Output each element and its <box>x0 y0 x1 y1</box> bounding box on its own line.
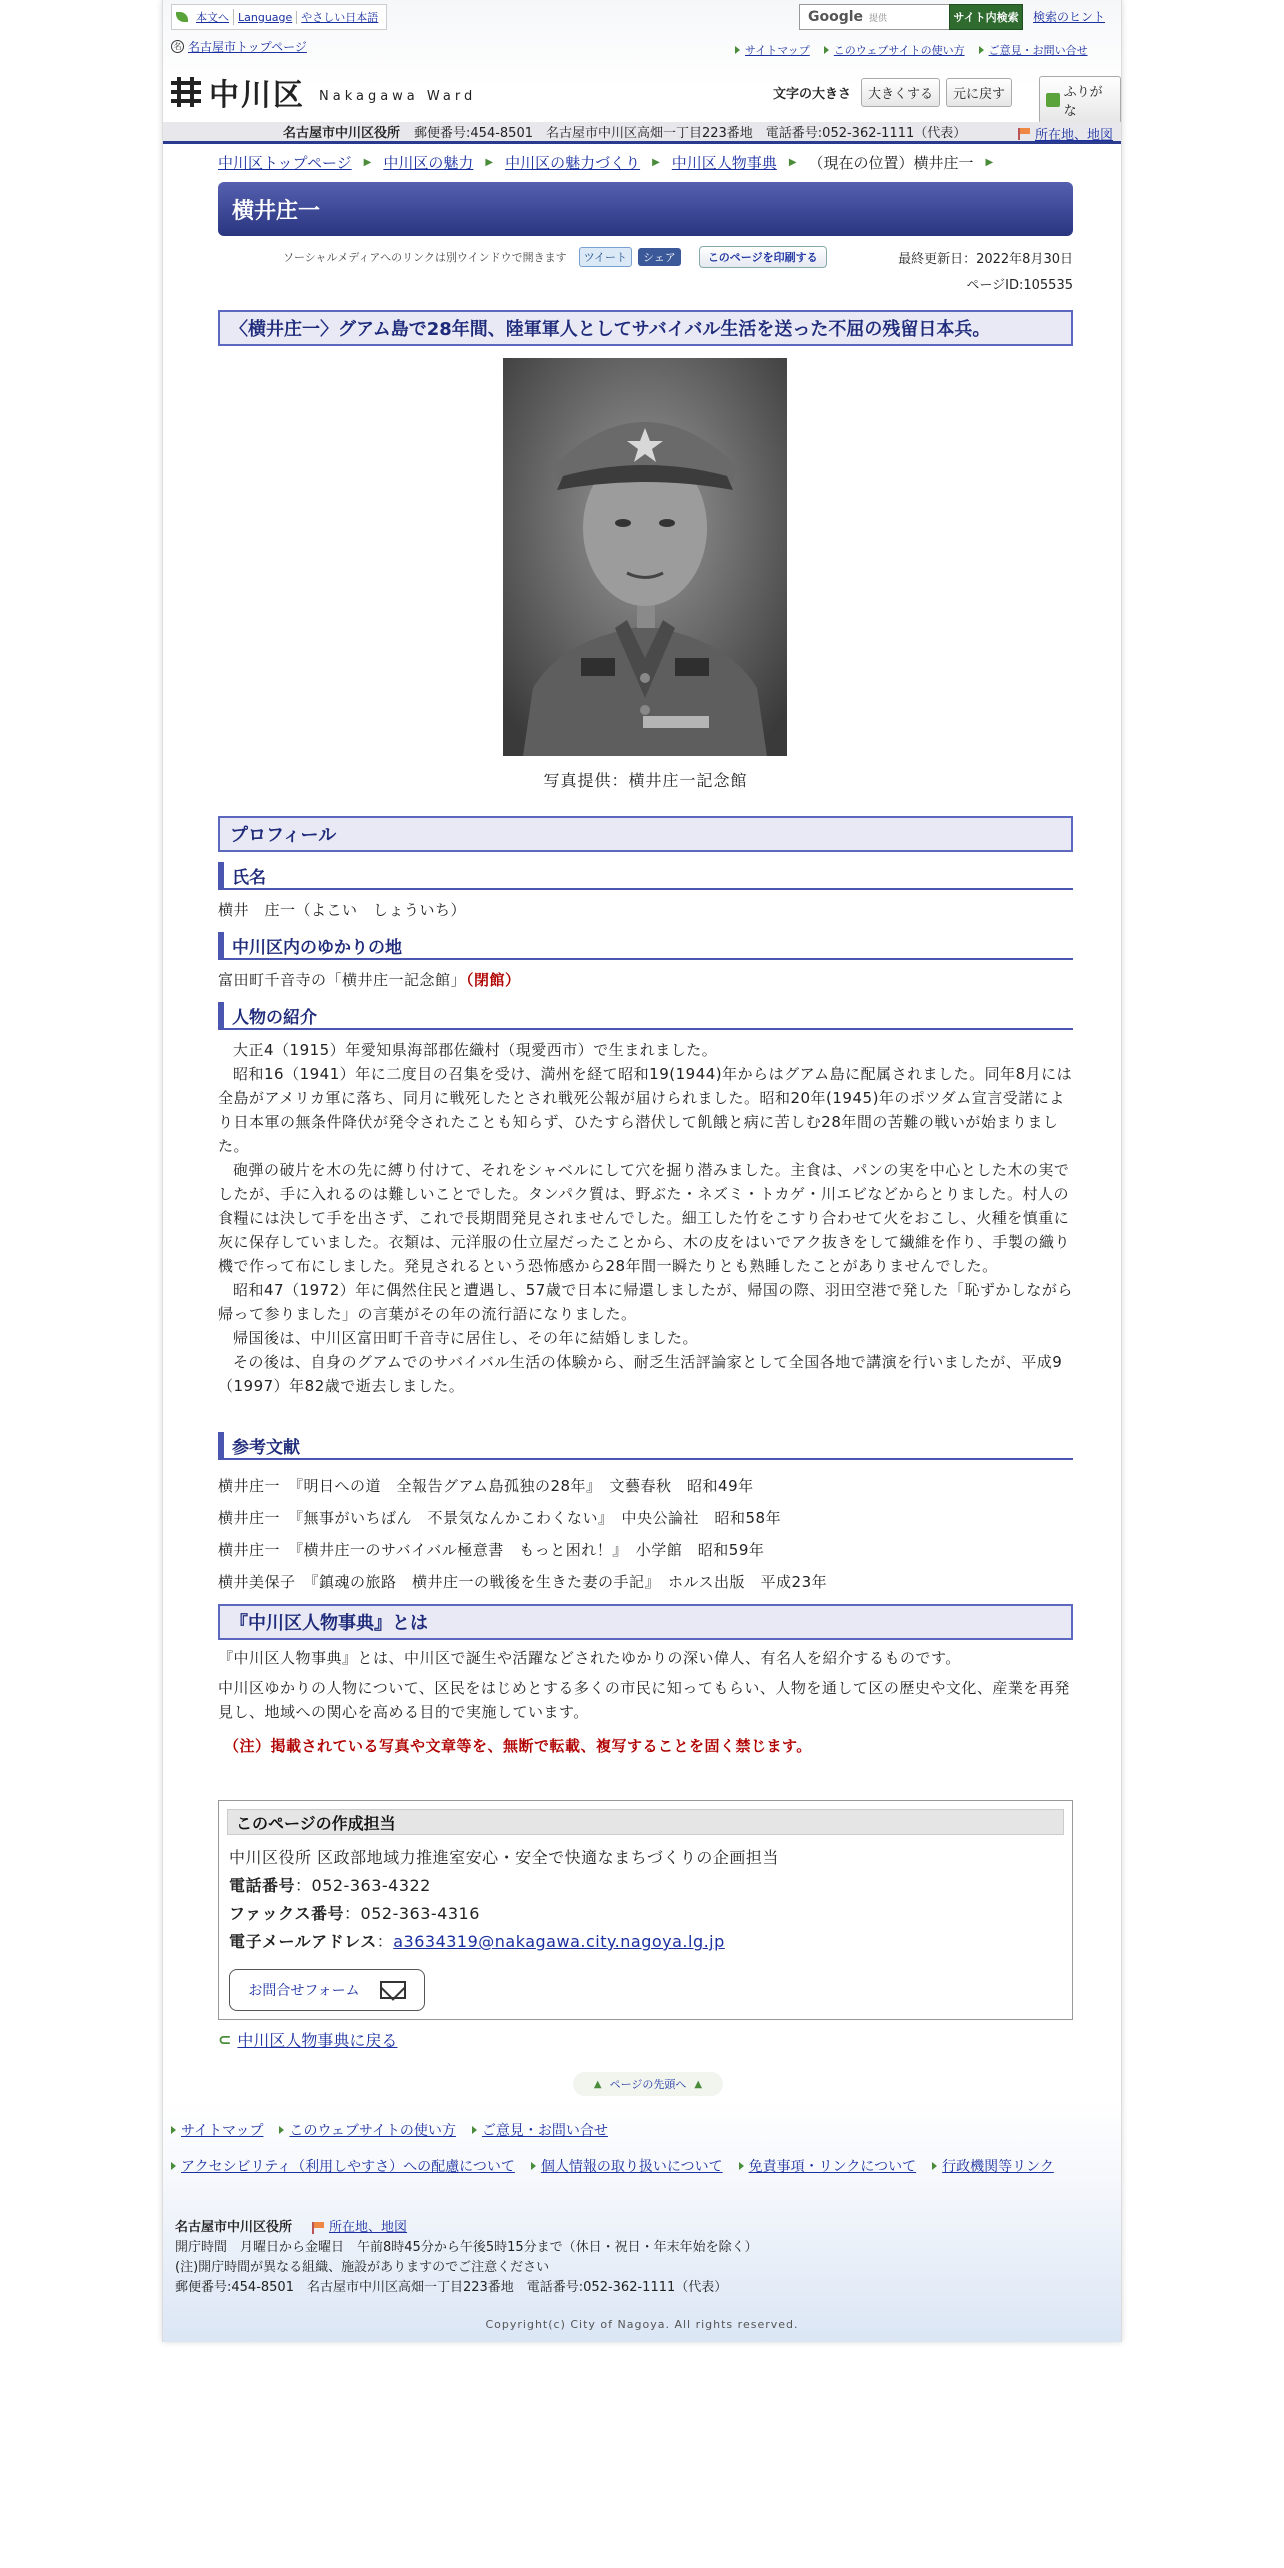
footer-link[interactable]: サイトマップ <box>171 2120 263 2140</box>
copyright-warning: （注）掲載されている写真や文章等を、無断で転載、複写することを固く禁じます。 <box>224 1737 812 1755</box>
logo-text-ja: 中川区 <box>209 78 305 113</box>
page-id: ページID:105535 <box>966 278 1073 293</box>
facebook-share-button[interactable]: シェア <box>638 248 681 266</box>
contact-email: 電子メールアドレス：a3634319@nakagawa.city.nagoya.lg.jp <box>229 1932 725 1951</box>
font-size-controls <box>773 78 1012 107</box>
map-link[interactable]: 所在地、地図 <box>1018 124 1113 143</box>
footer-link[interactable]: このウェブサイトの使い方 <box>279 2120 455 2140</box>
double-up-icon: ▲ <box>593 2078 602 2090</box>
site-search <box>799 4 1023 30</box>
breadcrumb-separator-icon: ▶ <box>652 157 660 168</box>
mail-icon <box>380 1981 406 1999</box>
page-container <box>162 0 1122 2342</box>
search-button[interactable]: サイト内検索 <box>949 4 1023 30</box>
breadcrumb-item[interactable]: 中川区の魅力づくり <box>505 154 641 172</box>
office-address: 郵便番号:454-8501 名古屋市中川区高畑一丁目223番地 電話番号:052-362-1111（代表） <box>414 126 967 141</box>
double-up-icon: ▲ <box>694 2078 703 2090</box>
footer-link[interactable]: 免責事項・リンクについて <box>739 2156 916 2176</box>
office-hours: 開庁時間 月曜日から金曜日 午前8時45分から午後5時15分まで（休日・祝日・年末年始を除く） <box>175 2240 758 2255</box>
office-address-bar <box>163 122 1121 144</box>
skip-to-content-link[interactable]: 本文へ <box>192 9 234 25</box>
intro-heading: 人物の紹介 <box>218 1002 1073 1030</box>
related-place: 富田町千音寺の「横井庄一記念館」（閉館） <box>218 971 521 989</box>
closed-status: （閉館） <box>466 971 521 989</box>
home-icon: 名 <box>171 40 184 53</box>
footer-link[interactable]: ご意見・お問い合せ <box>472 2120 608 2140</box>
language-link[interactable]: Language <box>234 11 297 24</box>
font-size-label: 文字の大きさ <box>773 87 852 102</box>
logo-text-en: Nakagawa Ward <box>319 88 477 104</box>
arrow-right-icon <box>932 2162 937 2170</box>
footer-office-name: 名古屋市中川区役所 <box>175 2220 293 2235</box>
references-list <box>218 1470 1073 1598</box>
ward-emblem-icon <box>171 77 201 107</box>
references-heading: 参考文献 <box>218 1432 1073 1460</box>
contact-box <box>218 1800 1073 2020</box>
arrow-right-icon <box>279 2126 284 2134</box>
share-row <box>283 246 827 268</box>
footer-links-primary <box>171 2120 1071 2140</box>
flag-icon <box>1018 128 1030 140</box>
util-link-sitemap[interactable]: サイトマップ <box>735 42 810 58</box>
breadcrumb-item[interactable]: 中川区トップページ <box>218 154 352 172</box>
easy-japanese-link[interactable]: やさしい日本語 <box>301 11 379 24</box>
portrait-image <box>503 358 787 756</box>
inquiry-form-button[interactable]: お問合せフォーム <box>229 1969 425 2011</box>
font-reset-button[interactable]: 元に戻す <box>946 78 1012 107</box>
return-arrow-icon: ⊂ <box>218 2030 232 2049</box>
breadcrumb-item[interactable]: 中川区人物事典 <box>671 154 777 172</box>
breadcrumb-separator-icon: ▶ <box>788 157 797 168</box>
about-heading: 『中川区人物事典』とは <box>218 1604 1073 1640</box>
lead-heading: 〈横井庄一〉グアム島で28年間、陸軍軍人としてサバイバル生活を送った不屈の残留日本兵。 <box>218 310 1073 346</box>
intro-paragraph: 大正4（1915）年愛知県海部郡佐織村（現愛西市）で生まれました。 昭和16（1941）年に二度目の召集を受け、満州を経て昭和19(1944)年からはグアム島に配属されました。同年8月には全島がアメリカ軍に落ち、同月に戦死したとされ戦死公報が届けられました。昭和20年(1945)年のポツダム宣言受諾により日本軍の無条件降伏が発令されたことも知らず、ひたすら潜伏して飢餓と病に苦しむ28年間の苦難の戦いが始まりました。 砲弾の破片を木の先に縛り付けて、それをシャベルにして穴を掘り潜みました。主食は、パンの実を中心とした木の実でしたが、手に入れるのは難しいことでした。タンパク質は、野ぶた・ネズミ・トカゲ・川エビなどからとりました。村人の食糧には決して手を出さず、これで長期間発見されませんでした。細工した竹をこすり合わせて火をおこし、火種を慎重に灰に保存していました。衣類は、元洋服の仕立屋だったことから、木の皮をはいでアク抜きをして繊維を作り、手製の織り機で作って布にしました。発見されるという恐怖感から28年間一瞬たりとも熟睡したことがありませんでした。 昭和47（1972）年に偶然住民と遭遇し、57歳で日本に帰還しましたが、帰国の際、羽田空港で発した「恥ずかしながら帰って参りました」の言葉がその年の流行語になりました。 帰国後は、中川区富田町千音寺に居住し、その年に結婚しました。 その後は、自身のグアムでのサバイバル生活の体験から、耐乏生活評論家として全国各地で講演を行いましたが、平成9（1997）年82歳で逝去しました。 <box>218 1041 1073 1395</box>
arrow-right-icon <box>171 2126 176 2134</box>
arrow-right-icon <box>531 2162 536 2170</box>
portrait-photo <box>503 358 787 756</box>
office-name: 名古屋市中川区役所 <box>283 126 401 141</box>
footer-info <box>175 2218 758 2298</box>
site-logo[interactable] <box>171 70 476 114</box>
search-hint-link[interactable]: 検索のヒント <box>1033 10 1106 24</box>
social-note: ソーシャルメディアへのリンクは別ウインドウで開きます <box>283 251 567 264</box>
about-text-2: 中川区ゆかりの人物について、区民をはじめとする多くの市民に知ってもらい、人物を通して区の歴史や文化、産業を再発見し、地域への関心を高める目的で実施しています。 <box>218 1679 1070 1721</box>
reference-item: 横井庄一 『横井庄一のサバイバル極意書 もっと困れ！』 小学館 昭和59年 <box>218 1541 765 1559</box>
furigana-button[interactable]: ふりがな <box>1039 76 1121 124</box>
footer-link[interactable]: 個人情報の取り扱いについて <box>531 2156 723 2176</box>
util-link-contact[interactable]: ご意見・お問い合せ <box>979 42 1088 58</box>
util-link-howto[interactable]: このウェブサイトの使い方 <box>824 42 965 58</box>
arrow-right-icon <box>824 46 829 54</box>
reference-item: 横井美保子 『鎮魂の旅路 横井庄一の戦後を生きた妻の手記』 ホルス出版 平成23年 <box>218 1573 828 1591</box>
reference-item: 横井庄一 『無事がいちばん 不景気なんかこわくない』 中央公論社 昭和58年 <box>218 1509 782 1527</box>
footer-link[interactable]: 行政機関等リンク <box>932 2156 1054 2176</box>
font-bigger-button[interactable]: 大きくする <box>861 78 940 107</box>
about-text-1: 『中川区人物事典』とは、中川区で誕生や活躍などされたゆかりの深い偉人、有名人を紹介するものです。 <box>218 1649 961 1667</box>
breadcrumb <box>218 152 999 173</box>
contact-phone: 電話番号：052-363-4322 <box>229 1876 431 1895</box>
profile-heading: プロフィール <box>218 816 1073 852</box>
breadcrumb-current: （現在の位置）横井庄一 <box>808 154 974 172</box>
contact-fax: ファックス番号：052-363-4316 <box>229 1904 480 1923</box>
leaf-icon <box>176 12 188 22</box>
arrow-right-icon <box>171 2162 176 2170</box>
contact-heading: このページの作成担当 <box>227 1809 1064 1835</box>
nagoya-top-link[interactable]: 名 名古屋市トップページ <box>171 38 307 55</box>
breadcrumb-item[interactable]: 中川区の魅力 <box>383 154 474 172</box>
photo-caption: 写真提供：横井庄一記念館 <box>543 771 748 790</box>
name-heading: 氏名 <box>218 862 1073 890</box>
print-button[interactable]: このページを印刷する <box>699 246 827 268</box>
arrow-right-icon <box>739 2162 744 2170</box>
last-updated: 最終更新日：2022年8月30日 <box>898 252 1073 267</box>
footer-links-secondary <box>171 2156 1071 2176</box>
back-to-dictionary-link[interactable]: ⊂ 中川区人物事典に戻る <box>218 2030 398 2050</box>
flag-icon <box>312 2222 324 2234</box>
person-name: 横井 庄一（よこい しょういち） <box>218 901 467 919</box>
email-link[interactable]: a3634319@nakagawa.city.nagoya.lg.jp <box>393 1932 725 1951</box>
arrow-right-icon <box>979 46 984 54</box>
arrow-right-icon <box>472 2126 477 2134</box>
copyright: Copyright(c) City of Nagoya. All rights reserved. <box>485 2318 799 2331</box>
tweet-button[interactable]: ツイート <box>579 247 632 267</box>
furigana-icon <box>1046 93 1060 107</box>
page-title: 横井庄一 <box>218 182 1073 236</box>
footer-address: 郵便番号:454-8501 名古屋市中川区高畑一丁目223番地 電話番号:052-362-1111（代表） <box>175 2280 728 2295</box>
page-top-link[interactable]: ▲ ページの先頭へ ▲ <box>573 2072 723 2096</box>
search-input[interactable]: Google 提供 <box>799 4 949 30</box>
footer-map-link[interactable]: 所在地、地図 <box>329 2220 408 2235</box>
breadcrumb-separator-icon: ▶ <box>485 157 494 168</box>
footer-link[interactable]: アクセシビリティ（利用しやすさ）への配慮について <box>171 2156 515 2176</box>
top-links <box>171 4 387 30</box>
breadcrumb-separator-icon: ▶ <box>985 157 994 168</box>
breadcrumb-separator-icon: ▶ <box>363 157 372 168</box>
office-hours-note: (注)開庁時間が異なる組織、施設がありますのでご注意ください <box>175 2260 550 2275</box>
arrow-right-icon <box>735 46 740 54</box>
utility-links <box>735 42 1088 58</box>
contact-department: 中川区役所 区政部地域力推進室安心・安全で快適なまちづくりの企画担当 <box>229 1848 779 1867</box>
place-heading: 中川区内のゆかりの地 <box>218 932 1073 960</box>
reference-item: 横井庄一 『明日への道 全報告グアム島孤独の28年』 文藝春秋 昭和49年 <box>218 1477 754 1495</box>
